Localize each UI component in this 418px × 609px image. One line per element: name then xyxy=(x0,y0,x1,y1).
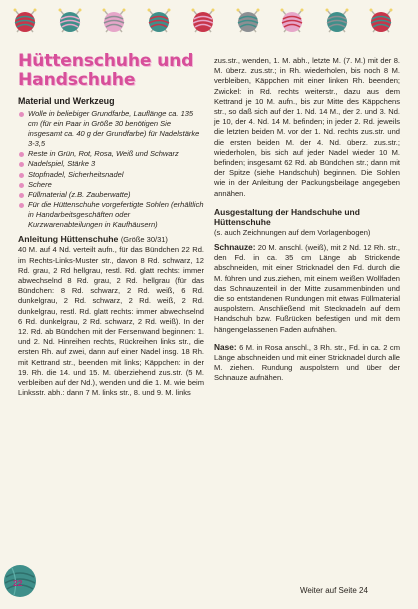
material-item-stopfnadel: Stopfnadel, Sicherheitsnadel xyxy=(18,170,204,180)
material-item-fuellmaterial: Füllmaterial (z.B. Zauberwatte) xyxy=(18,190,204,200)
schnauze-text: 20 M. anschl. (weiß), mit 2 Nd. 12 Rh. str., den Fd. in ca. 35 cm Länge ab Strickende abschneiden, mit einer Stricknadel den Fd. durch die M. führen und zus.ziehen, mit einem weißen Wollfaden das Schnauzenteil in der Mitte zusammenbinden und die so entstandenen Rundungen mit etwas Füllmaterial auspolstern. Anschließend mit Stecknadeln auf dem Handschuh bzw. Fußrücken befestigen und mit dem hängengelassenen Faden aufnähen. xyxy=(214,243,400,334)
yarn-ball-with-needles-icon xyxy=(12,8,38,34)
anleitung-text-right: zus.str., wenden, 1. M. abh., letzte M. (7. M.) mit der 8. M. überz. zus.str.; in Rh. wiederholen, bis noch 8 M. verbleiben, Käppchen mit einer linken Rh. beenden; Zwickel: in Rd. rechts weiterstr., dazu aus dem Kettrand je 10 M. aufn., bis zur Mitte des Käppchens str., so daß sich auf der 1. Nd. 14 M., der 2. und 3. Nd. je 10, der 4. Nd. 14 M. befinden; in jeder 2. Rd. jeweils die letzten beiden M. vor der 1. Nd. rechts zus.str. und die ersten beiden M. der 4. Nd. überz. zus.str.; wiederholen, bis sich auf jeder Nadel wieder 10 M. befinden; insgesamt 62 Rd. ab Bündchen str.; dann mit der Spitze (siehe Handschuh) beginnen. Die Sohlen wie in der Anleitung der Packungsbeilage angegeben annähen. xyxy=(214,56,400,198)
yarn-ball-with-needles-icon xyxy=(368,8,394,34)
yarn-ball-with-needles-icon xyxy=(101,8,127,34)
decorative-yarn-ball-row xyxy=(12,8,408,40)
yarn-ball-with-needles-icon xyxy=(235,8,261,34)
continue-note: Weiter auf Seite 24 xyxy=(300,586,368,595)
ausgestaltung-heading: Ausgestaltung der Handschuhe und Hüttenschuhe xyxy=(214,206,360,228)
yarn-ball-with-needles-icon xyxy=(190,8,216,34)
material-item-sohlen: Für die Hüttenschuhe vorgefertigte Sohlen (erhältlich in Handarbeitsgeschäften oder Kurzwarenabteilungen in Kaufhäusern) xyxy=(18,200,204,230)
title-line-1: Hüttenschuhe und xyxy=(18,51,194,71)
material-item-reste: Reste in Grün, Rot, Rosa, Weiß und Schwarz xyxy=(18,149,204,159)
material-item-nadelspiel: Nadelspiel, Stärke 3 xyxy=(18,159,204,169)
schnauze-paragraph xyxy=(214,242,400,335)
anleitung-heading xyxy=(18,234,204,245)
ausgestaltung-note: (s. auch Zeichnungen auf dem Vorlagenbogen) xyxy=(214,227,371,237)
title-line-2: Handschuhe xyxy=(18,70,136,90)
nase-paragraph xyxy=(214,342,400,384)
material-heading: Material und Werkzeug xyxy=(18,96,115,106)
nase-text: 6 M. in Rosa anschl., 3 Rh. str., Fd. in ca. 2 cm Länge abschneiden und mit einer Stricknadel durch alle M. ziehen. Rundung auspolstern und über der Schnauze aufnähen. xyxy=(214,342,400,383)
material-list xyxy=(18,109,204,230)
nase-label: Nase: xyxy=(214,341,237,352)
yarn-ball-with-needles-icon xyxy=(146,8,172,34)
anleitung-heading-text: Anleitung Hüttenschuhe xyxy=(18,234,119,245)
anleitung-heading-size: (Größe 30/31) xyxy=(120,235,168,245)
yarn-ball-with-needles-icon xyxy=(57,8,83,34)
yarn-ball-with-needles-icon xyxy=(324,8,350,34)
page-number: 22 xyxy=(13,578,23,588)
material-item-wolle: Wolle in beliebiger Grundfarbe, Lauflänge ca. 135 cm (für ein Paar in Größe 30 benötigen Sie insgesamt ca. 40 g der Grundfarbe) für Nadelstärke 3-3,5 xyxy=(18,109,204,149)
page-title xyxy=(18,52,204,90)
yarn-ball-with-needles-icon xyxy=(279,8,305,34)
material-item-schere: Schere xyxy=(18,180,204,190)
schnauze-label: Schnauze: xyxy=(214,242,256,253)
anleitung-text-left: 40 M. auf 4 Nd. verteilt aufn., für das Bündchen 22 Rd. im Rechts-Links-Muster str., davon 8 Rd. schwarz, 12 Rd. grau, 2 Rd hellgrau, restl. Rd. glatt rechts: immer abwechselnd 8 Rd. grau, 2 Rd. hellgrau (für das Bündchen: 8 Rd. schwarz, 2 Rd. weiß, 6 Rd. dunkelgrau, 2 Rd. schwarz, 2 Rd. weiß, 2 Rd. dunkelgrau, restl. Rd. glatt rechts: immer abwechselnd 6 Rd. dunkelgrau, 2 Rd. schwarz, 2 Rd. weiß). In der 12. Rd. ab Bündchen mit der Fersenwand beginnen: 1. und 2. Nd. Hinreihen rechts, Rückreihen links str., die ersten Rh. auf zwei, dann auf einer Nadel insg. 18 Rh. mit Kettrand str., beenden mit links; Käppchen: in der 19. Rh. die 14. und 15. M. überziehend zus.str. (5 M. verbleiben auf der Nd.), wenden und die 1. M. wie beim Linksstr. abh.: dann 7 M. links str., 8. und 9. M. links xyxy=(18,245,204,398)
right-column xyxy=(214,56,400,384)
left-column xyxy=(18,52,204,398)
